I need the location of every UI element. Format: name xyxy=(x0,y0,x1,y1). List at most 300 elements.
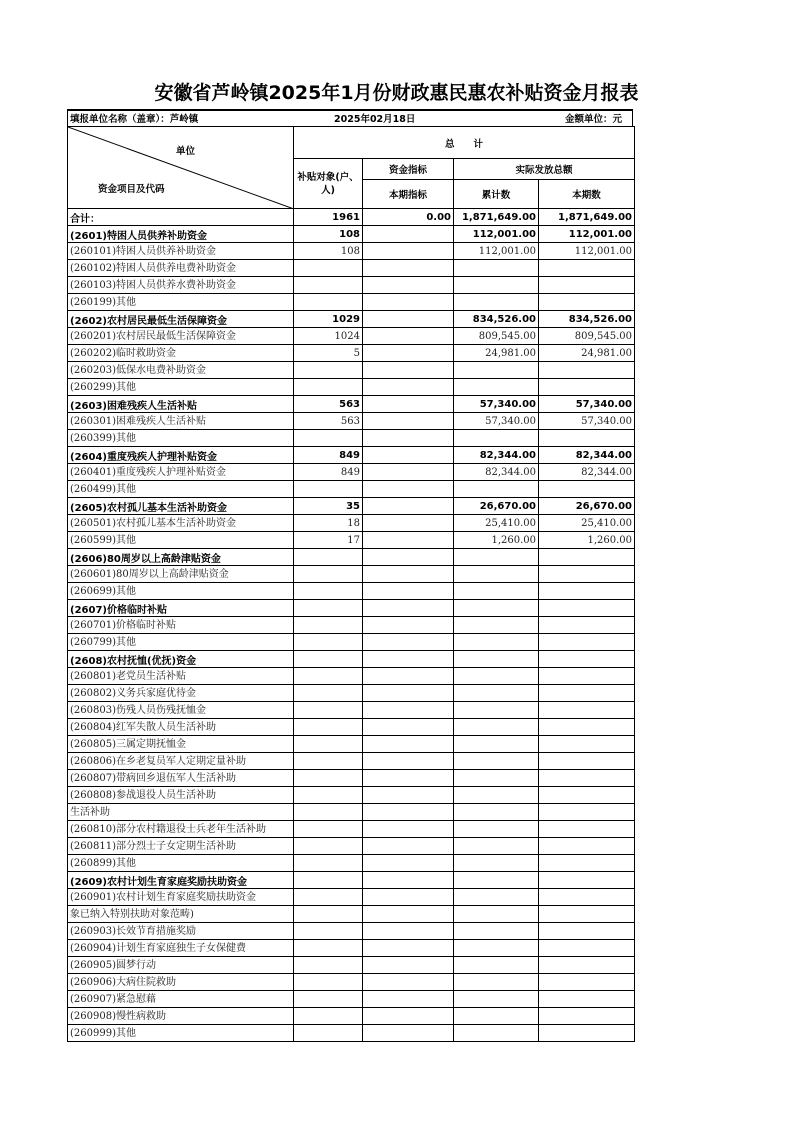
row-cumulative xyxy=(454,804,539,821)
row-current xyxy=(539,651,635,668)
row-recipients xyxy=(294,770,363,787)
row-current xyxy=(539,294,635,311)
row-recipients xyxy=(294,617,363,634)
row-label: (260101)特困人员供养补助资金 xyxy=(68,243,294,260)
table-row xyxy=(68,617,635,634)
row-cumulative xyxy=(454,668,539,685)
table-row xyxy=(68,583,635,600)
row-cumulative xyxy=(454,294,539,311)
row-label: (260201)农村居民最低生活保障资金 xyxy=(68,328,294,345)
header-unit: 单位 xyxy=(176,146,196,157)
row-recipients xyxy=(294,787,363,804)
row-label: (260906)大病住院救助 xyxy=(68,974,294,991)
row-recipients xyxy=(294,906,363,923)
row-recipients xyxy=(294,294,363,311)
row-period-index xyxy=(363,702,454,719)
currency-unit: 金额单位：元 xyxy=(564,114,622,125)
row-label: (2607)价格临时补贴 xyxy=(68,600,294,617)
row-label: (260801)老党员生活补贴 xyxy=(68,668,294,685)
row-period-index xyxy=(363,379,454,396)
row-cumulative xyxy=(454,736,539,753)
row-current: 57,340.00 xyxy=(539,413,635,430)
table-row xyxy=(68,566,635,583)
row-current xyxy=(539,481,635,498)
header-cumulative: 累计数 xyxy=(454,180,539,209)
row-cumulative xyxy=(454,277,539,294)
row-label: (260804)红军失散人员生活补助 xyxy=(68,719,294,736)
row-period-index xyxy=(363,651,454,668)
row-cumulative xyxy=(454,872,539,889)
row-label: (260601)80周岁以上高龄津贴资金 xyxy=(68,566,294,583)
row-recipients: 1024 xyxy=(294,328,363,345)
header-current: 本期数 xyxy=(539,180,635,209)
header-total: 总 计 xyxy=(294,127,635,159)
table-row xyxy=(68,855,635,872)
row-cumulative xyxy=(454,1008,539,1025)
row-label: (260903)长效节育措施奖励 xyxy=(68,923,294,940)
row-label: (260499)其他 xyxy=(68,481,294,498)
row-recipients: 108 xyxy=(294,243,363,260)
row-recipients xyxy=(294,379,363,396)
row-period-index xyxy=(363,991,454,1008)
row-cumulative xyxy=(454,855,539,872)
row-cumulative xyxy=(454,481,539,498)
row-period-index xyxy=(363,600,454,617)
row-label: (260899)其他 xyxy=(68,855,294,872)
row-label: (260202)临时救助资金 xyxy=(68,345,294,362)
row-cumulative xyxy=(454,787,539,804)
row-current xyxy=(539,804,635,821)
row-recipients: 108 xyxy=(294,226,363,243)
row-period-index xyxy=(363,906,454,923)
table-row xyxy=(68,804,635,821)
table-row xyxy=(68,872,635,889)
row-recipients xyxy=(294,651,363,668)
row-recipients: 1029 xyxy=(294,311,363,328)
row-label: (2606)80周岁以上高龄津贴资金 xyxy=(68,549,294,566)
row-current: 57,340.00 xyxy=(539,396,635,413)
row-recipients xyxy=(294,600,363,617)
row-recipients xyxy=(294,991,363,1008)
row-label: (260806)在乡老复员军人定期定量补助 xyxy=(68,753,294,770)
row-cumulative: 25,410.00 xyxy=(454,515,539,532)
row-current xyxy=(539,379,635,396)
row-period-index xyxy=(363,940,454,957)
row-recipients xyxy=(294,940,363,957)
table-row xyxy=(68,634,635,651)
row-cumulative xyxy=(454,566,539,583)
row-label: (260811)部分烈士子女定期生活补助 xyxy=(68,838,294,855)
row-period-index xyxy=(363,226,454,243)
row-label: (260199)其他 xyxy=(68,294,294,311)
row-period-index xyxy=(363,787,454,804)
row-label: (260808)参战退役人员生活补助 xyxy=(68,787,294,804)
row-recipients xyxy=(294,1025,363,1042)
row-recipients xyxy=(294,481,363,498)
table-row xyxy=(68,260,635,277)
row-period-index xyxy=(363,736,454,753)
row-period-index xyxy=(363,498,454,515)
row-current xyxy=(539,668,635,685)
row-period-index xyxy=(363,430,454,447)
row-period-index xyxy=(363,617,454,634)
row-cumulative: 82,344.00 xyxy=(454,447,539,464)
row-current xyxy=(539,685,635,702)
table-row xyxy=(68,447,635,464)
row-current xyxy=(539,974,635,991)
row-period-index xyxy=(363,1025,454,1042)
row-current: 25,410.00 xyxy=(539,515,635,532)
row-cumulative xyxy=(454,702,539,719)
row-current xyxy=(539,770,635,787)
row-period-index xyxy=(363,957,454,974)
row-period-index xyxy=(363,855,454,872)
row-current xyxy=(539,719,635,736)
row-current: 834,526.00 xyxy=(539,311,635,328)
table-row xyxy=(68,294,635,311)
row-cumulative: 26,670.00 xyxy=(454,498,539,515)
row-current xyxy=(539,634,635,651)
row-current xyxy=(539,549,635,566)
row-recipients: 563 xyxy=(294,413,363,430)
row-label: (260699)其他 xyxy=(68,583,294,600)
row-recipients xyxy=(294,821,363,838)
row-recipients xyxy=(294,634,363,651)
row-period-index xyxy=(363,311,454,328)
row-label: (260807)带病回乡退伍军人生活补助 xyxy=(68,770,294,787)
row-current: 1,871,649.00 xyxy=(539,209,635,226)
row-cumulative xyxy=(454,1025,539,1042)
table-row xyxy=(68,991,635,1008)
row-cumulative xyxy=(454,889,539,906)
table-row xyxy=(68,702,635,719)
table-row xyxy=(68,668,635,685)
row-label: (2608)农村抚恤(优抚)资金 xyxy=(68,651,294,668)
row-period-index xyxy=(363,464,454,481)
row-recipients xyxy=(294,804,363,821)
row-label: (260203)低保水电费补助资金 xyxy=(68,362,294,379)
table-row xyxy=(68,396,635,413)
row-label: (260799)其他 xyxy=(68,634,294,651)
row-recipients xyxy=(294,566,363,583)
table-row xyxy=(68,838,635,855)
row-recipients: 1961 xyxy=(294,209,363,226)
row-period-index xyxy=(363,634,454,651)
row-current xyxy=(539,277,635,294)
row-period-index xyxy=(363,396,454,413)
row-current: 82,344.00 xyxy=(539,447,635,464)
row-recipients: 17 xyxy=(294,532,363,549)
row-recipients xyxy=(294,872,363,889)
row-recipients xyxy=(294,889,363,906)
row-label: (2609)农村计划生育家庭奖励扶助资金 xyxy=(68,872,294,889)
header-fund-index: 资金指标 xyxy=(363,159,454,180)
row-period-index xyxy=(363,566,454,583)
row-current xyxy=(539,736,635,753)
row-label: (260905)圆梦行动 xyxy=(68,957,294,974)
table-row xyxy=(68,549,635,566)
row-current xyxy=(539,1025,635,1042)
row-recipients xyxy=(294,838,363,855)
row-recipients: 5 xyxy=(294,345,363,362)
row-recipients xyxy=(294,736,363,753)
table-row xyxy=(68,1008,635,1025)
row-period-index xyxy=(363,1008,454,1025)
table-row xyxy=(68,719,635,736)
reporting-unit: 填报单位名称（盖章）：芦岭镇 xyxy=(70,114,199,125)
table-row xyxy=(68,923,635,940)
row-recipients xyxy=(294,855,363,872)
row-current: 809,545.00 xyxy=(539,328,635,345)
row-cumulative xyxy=(454,974,539,991)
row-cumulative xyxy=(454,651,539,668)
table-row xyxy=(68,481,635,498)
row-period-index xyxy=(363,362,454,379)
table-row xyxy=(68,957,635,974)
table-row xyxy=(68,1025,635,1042)
row-label: (2602)农村居民最低生活保障资金 xyxy=(68,311,294,328)
row-cumulative xyxy=(454,430,539,447)
row-current xyxy=(539,600,635,617)
table-row xyxy=(68,685,635,702)
row-period-index xyxy=(363,243,454,260)
table-row xyxy=(68,498,635,515)
row-label: (260599)其他 xyxy=(68,532,294,549)
table-row xyxy=(68,753,635,770)
row-period-index xyxy=(363,515,454,532)
row-current xyxy=(539,940,635,957)
table-row xyxy=(68,430,635,447)
row-cumulative xyxy=(454,719,539,736)
table-row xyxy=(68,311,635,328)
row-label: (2605)农村孤儿基本生活补助资金 xyxy=(68,498,294,515)
table-row xyxy=(68,464,635,481)
row-cumulative: 82,344.00 xyxy=(454,464,539,481)
row-recipients xyxy=(294,974,363,991)
row-cumulative xyxy=(454,821,539,838)
row-recipients xyxy=(294,668,363,685)
row-label: (260904)计划生育家庭独生子女保健费 xyxy=(68,940,294,957)
row-recipients: 18 xyxy=(294,515,363,532)
table-row xyxy=(68,379,635,396)
row-current xyxy=(539,753,635,770)
row-recipients xyxy=(294,277,363,294)
table-row xyxy=(68,600,635,617)
row-cumulative: 112,001.00 xyxy=(454,243,539,260)
row-period-index xyxy=(363,889,454,906)
row-label: (260810)部分农村籍退役士兵老年生活补助 xyxy=(68,821,294,838)
row-current xyxy=(539,838,635,855)
row-period-index xyxy=(363,277,454,294)
row-cumulative xyxy=(454,600,539,617)
row-current xyxy=(539,787,635,804)
row-label: (260701)价格临时补贴 xyxy=(68,617,294,634)
row-recipients xyxy=(294,702,363,719)
row-label: 合计： xyxy=(68,209,294,226)
table-row xyxy=(68,889,635,906)
row-label: 象已纳入特别扶助对象范畴) xyxy=(68,906,294,923)
row-current xyxy=(539,821,635,838)
report-title: 安徽省芦岭镇2025年1月份财政惠民惠农补贴资金月报表 xyxy=(154,82,639,104)
row-cumulative xyxy=(454,753,539,770)
row-recipients: 563 xyxy=(294,396,363,413)
report-date: 2025年02月18日 xyxy=(334,114,416,125)
row-recipients xyxy=(294,1008,363,1025)
row-period-index xyxy=(363,770,454,787)
row-recipients xyxy=(294,957,363,974)
row-cumulative: 57,340.00 xyxy=(454,413,539,430)
table-row xyxy=(68,328,635,345)
row-period-index xyxy=(363,260,454,277)
row-cumulative: 1,871,649.00 xyxy=(454,209,539,226)
table-row xyxy=(68,345,635,362)
row-recipients xyxy=(294,260,363,277)
row-label: 生活补助 xyxy=(68,804,294,821)
row-current xyxy=(539,889,635,906)
row-current xyxy=(539,362,635,379)
row-period-index xyxy=(363,872,454,889)
row-current xyxy=(539,872,635,889)
row-recipients: 849 xyxy=(294,447,363,464)
row-current: 1,260.00 xyxy=(539,532,635,549)
row-current xyxy=(539,430,635,447)
row-period-index xyxy=(363,481,454,498)
row-period-index xyxy=(363,923,454,940)
table-row xyxy=(68,413,635,430)
row-current: 112,001.00 xyxy=(539,226,635,243)
row-current xyxy=(539,906,635,923)
report-meta xyxy=(67,109,633,126)
row-label: (260401)重度残疾人护理补贴资金 xyxy=(68,464,294,481)
row-period-index xyxy=(363,753,454,770)
row-period-index xyxy=(363,328,454,345)
row-label: (260803)伤残人员伤残抚恤金 xyxy=(68,702,294,719)
row-cumulative: 834,526.00 xyxy=(454,311,539,328)
header-item: 资金项目及代码 xyxy=(98,184,165,195)
row-cumulative: 809,545.00 xyxy=(454,328,539,345)
row-label: (260805)三属定期抚恤金 xyxy=(68,736,294,753)
row-period-index xyxy=(363,345,454,362)
row-period-index: 0.00 xyxy=(363,209,454,226)
row-current: 82,344.00 xyxy=(539,464,635,481)
row-current xyxy=(539,702,635,719)
row-cumulative: 57,340.00 xyxy=(454,396,539,413)
row-cumulative xyxy=(454,685,539,702)
row-label: (260802)义务兵家庭优待金 xyxy=(68,685,294,702)
row-current: 26,670.00 xyxy=(539,498,635,515)
header-period-index: 本期指标 xyxy=(363,180,454,209)
row-label: (260908)慢性病救助 xyxy=(68,1008,294,1025)
row-cumulative xyxy=(454,957,539,974)
row-recipients: 849 xyxy=(294,464,363,481)
row-cumulative xyxy=(454,770,539,787)
header-corner xyxy=(68,127,294,209)
table-row xyxy=(68,277,635,294)
row-cumulative xyxy=(454,617,539,634)
row-current xyxy=(539,617,635,634)
row-label: (260399)其他 xyxy=(68,430,294,447)
row-period-index xyxy=(363,583,454,600)
row-period-index xyxy=(363,821,454,838)
row-recipients xyxy=(294,685,363,702)
row-recipients xyxy=(294,583,363,600)
row-cumulative xyxy=(454,991,539,1008)
row-period-index xyxy=(363,532,454,549)
row-cumulative xyxy=(454,549,539,566)
row-period-index xyxy=(363,804,454,821)
row-label: (260301)困难残疾人生活补贴 xyxy=(68,413,294,430)
row-period-index xyxy=(363,447,454,464)
table-row xyxy=(68,226,635,243)
row-current xyxy=(539,923,635,940)
row-current xyxy=(539,583,635,600)
diagonal-line xyxy=(68,127,294,209)
row-current xyxy=(539,991,635,1008)
row-period-index xyxy=(363,719,454,736)
table-row xyxy=(68,243,635,260)
row-label: (260907)紧急慰藉 xyxy=(68,991,294,1008)
row-cumulative: 112,001.00 xyxy=(454,226,539,243)
header-recipients: 补贴对象(户、人) xyxy=(294,159,363,209)
table-row xyxy=(68,974,635,991)
row-label: (260501)农村孤儿基本生活补助资金 xyxy=(68,515,294,532)
row-recipients xyxy=(294,753,363,770)
table-row xyxy=(68,532,635,549)
row-recipients: 35 xyxy=(294,498,363,515)
row-current xyxy=(539,855,635,872)
row-recipients xyxy=(294,549,363,566)
row-cumulative xyxy=(454,379,539,396)
header-actual: 实际发放总额 xyxy=(454,159,635,180)
row-label: (2601)特困人员供养补助资金 xyxy=(68,226,294,243)
row-cumulative xyxy=(454,362,539,379)
row-period-index xyxy=(363,685,454,702)
row-cumulative xyxy=(454,923,539,940)
row-cumulative xyxy=(454,940,539,957)
row-current xyxy=(539,260,635,277)
row-cumulative: 24,981.00 xyxy=(454,345,539,362)
row-current: 112,001.00 xyxy=(539,243,635,260)
row-period-index xyxy=(363,668,454,685)
row-label: (260999)其他 xyxy=(68,1025,294,1042)
row-recipients xyxy=(294,719,363,736)
row-cumulative xyxy=(454,838,539,855)
table-row xyxy=(68,209,635,226)
row-current xyxy=(539,566,635,583)
row-cumulative xyxy=(454,260,539,277)
table-row xyxy=(68,770,635,787)
row-cumulative xyxy=(454,634,539,651)
row-period-index xyxy=(363,838,454,855)
row-current: 24,981.00 xyxy=(539,345,635,362)
row-label: (260102)特困人员供养电费补助资金 xyxy=(68,260,294,277)
subsidy-table xyxy=(67,126,635,1042)
table-row xyxy=(68,821,635,838)
row-recipients xyxy=(294,923,363,940)
row-current xyxy=(539,1008,635,1025)
table-row xyxy=(68,651,635,668)
row-period-index xyxy=(363,974,454,991)
table-row xyxy=(68,906,635,923)
table-row xyxy=(68,736,635,753)
row-label: (2604)重度残疾人护理补贴资金 xyxy=(68,447,294,464)
row-recipients xyxy=(294,362,363,379)
row-label: (260299)其他 xyxy=(68,379,294,396)
table-row xyxy=(68,515,635,532)
table-row xyxy=(68,787,635,804)
row-cumulative xyxy=(454,906,539,923)
row-period-index xyxy=(363,549,454,566)
